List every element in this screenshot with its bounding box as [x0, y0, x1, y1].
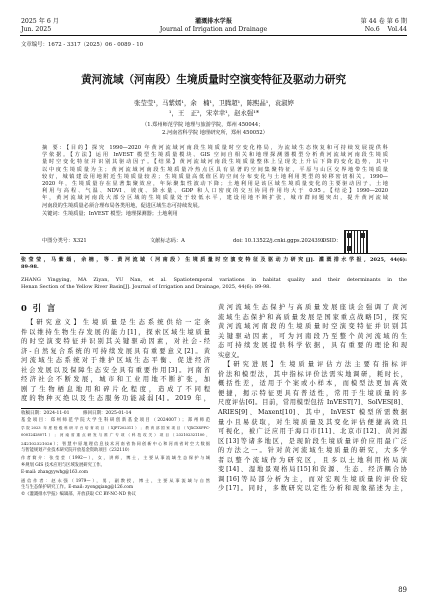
body-line: 剧了生物栖息地用和碎片化程度，造成了不同程: [21, 385, 210, 393]
body-line: 尺度评估[6]。目前，常用模型包括 InVEST[7]、SolVES[8]、: [218, 399, 407, 407]
citation-en-line: ZHANG Yingying, MA Ziyan, YU Nan, et al. Spatiotemporal variations in habitat quality and their determinants in the: [21, 277, 407, 283]
body-line: 概括性差，适用于个案或小样本，而模型法更加高效: [218, 380, 407, 388]
body-line: 量小且易获取，对生境质量及其变化评估便捷高效且: [218, 418, 407, 426]
osid-label: OSID：: [322, 238, 342, 244]
body-line: 度的物种灭绝以及生态服务功能减弱[4]。2019 年，: [21, 395, 210, 403]
abstract-line: 利用与高程、气温、NDVI、坡度、降水量、GDP 和人口密度的交互协同作用均大于 0.95。【结论】1990—2020: [42, 188, 388, 195]
footnote-line: 作者简介：张莹莹（1992—），女，讲师，博士，主要从事流域生态保护与城: [21, 455, 210, 461]
body-line: 社会发展以及保障生态安全具有重要作用[3]。河南省: [21, 366, 210, 374]
footnote-line: 00012428071）；河南省重点研发与推广专项（科技攻关）项目（232102321100，: [21, 433, 210, 438]
body-line: 黄河流域河南段的生境质量时空演变特征并识别其: [218, 323, 407, 331]
abstract-line: 较好，城镇建设用地附近生境质量较差；生境质量高低值区的空间分布变化与土地利用类型的转移密切相关。1990—: [42, 173, 388, 180]
meta-rule: [20, 253, 407, 254]
paper-title: 黄河流域（河南段）生境质量时空演变特征及驱动力研究: [81, 74, 346, 86]
abstract-line: 年，黄河流域河南段大部分区域的生境质量处于较低水平，建设用地不断扩张，城市群间题突出，提升黄河流域: [42, 195, 388, 202]
affiliation-1: （1.郑州师范学院 地理与旅游学院，郑州 450044；: [142, 122, 264, 128]
author-list: 张莹莹¹，马紫嫣¹，余 楠¹，卫腾超¹，陈熙晶¹，袁淑婷¹，王 正²，宋幸幸¹，赵永强¹*: [134, 99, 294, 117]
citation-en: [21, 277, 407, 291]
document-code: 文献标志码：A: [150, 238, 185, 244]
header-volume-en: No.6 Vol.44: [364, 26, 407, 33]
keywords: 关键词：生境质量；InVEST 模型；地理探测器；土地利用: [42, 210, 178, 217]
header-volume-cn: 第 44 卷 第 6 期: [360, 18, 407, 25]
body-line: 的方法之一。针对黄河流域生境质量的研究，大多学: [218, 447, 407, 455]
footnote-line: 乡规划 GIS 技术应用与区域发展研究工作。: [21, 462, 105, 468]
header-journal-en: Journal of Irrigation and Drainage: [159, 26, 268, 33]
body-line: 价法和模型法，其中指标评价法需实地调研，耗时长，: [218, 370, 407, 378]
abstract-line: 量时空变化特征并识别其驱动因子。【结果】黄河流域河南段生境质量整体上呈现先上升后下降的变化趋势，其中: [42, 159, 388, 166]
abstract-line: 学依据。【方法】运用 InVEST 模型生境质量模块、GIS 空间自相关和地理探测器模型分析黄河流域河南段生境质: [42, 152, 388, 159]
footnote-line: 学院2023 年度校级科研平台培育项目（XJPT202311）；教育部国家项目（YJXCXSPFC-: [21, 425, 210, 430]
page-number: 89: [398, 586, 407, 594]
body-line: 可视化，被广泛应用于海口市[11]、北京市[12]、黄河源: [218, 428, 407, 436]
footnote-line: 收稿日期：2024-11-01 修回日期：2025-01-14: [21, 411, 132, 416]
citation-cn: [21, 257, 407, 271]
footnote-line: 242102321026）；智慧中原地理信息技术河南省协同创新中心和河南省时空大数据: [21, 440, 210, 446]
section-heading: 0 引 言: [21, 303, 56, 313]
abstract-line: 河南段的生境质量必须合理布局各类用地，促进区域生态可持续发展。: [42, 202, 203, 209]
body-line: 流域生态保护和高质量发展是国家重点战略[5]，探究: [218, 313, 407, 321]
citation-cn-line: 张莹莹，马紫嫣，余楠，等. 黄河流域（河南段）生境质量时空演变特征及驱动力研究[J]. 灌溉排水学报, 2025, 44(6):: [21, 257, 407, 263]
footnote-line: 基金项目：郑州师范学院大学生科研创新基金项目（2024007）；郑州师范: [21, 418, 210, 424]
body-line: 经济社会不断发展，城市和工业用地不断扩张，加: [21, 376, 210, 384]
abstract: [42, 145, 388, 218]
body-line: 者以整个流域作为研究区，且多以土地利用格局演: [218, 456, 407, 464]
body-line: 【研究意义】生境质量是生态系统供给一定条: [27, 319, 210, 326]
body-line: 黄河流域生态保护与高质量发展座谈会强调了黄河: [218, 304, 407, 311]
article-number: 文章编号：1672 - 3317（2025）06 - 0089 - 10: [21, 42, 144, 48]
body-line: 件以维持生物生存发展的能力[1]，探索区域生境质量: [21, 328, 210, 336]
footnote-line: ©《灌溉排水学报》编辑部，开放获取 CC BY-NC-ND 协议: [21, 492, 136, 498]
footnote-line: E-mail: zhangyywhg@163.com: [21, 470, 88, 476]
abstract-line: 2020 年，生境质量存在显著集聚效应，年际聚集性波动下降；土地利用是该区域生境质量变化的主要驱动因子，土地: [42, 181, 388, 188]
abstract-line: 摘 要：【目的】探究 1990—2020 年黄河流域河南段生境质量时空变化格局，为流域生态恢复和可持续发展提供科: [42, 145, 388, 151]
footnote-line: 生与生态保护研究工作。E-mail: zyongqiang@126.com: [21, 485, 134, 491]
body-line: 少[17]。同时，多数研究以定性分析和现象描述为主，: [218, 485, 407, 493]
citation-en-line: Henan Section of the Yellow River Basin[J]. Journal of Irrigation and Drainage, 2025, 44(6): 89-98.: [21, 284, 271, 291]
body-line: 变[14]、湿地景观格局[15]和资源、生态、经济耦合协: [218, 466, 407, 474]
body-line: 实意义。: [218, 351, 244, 359]
body-line: 关键驱动因素，可为河南段乃至整个黄河流域的生: [218, 332, 407, 340]
body-line: 区[13]等诸多地区，是现阶段生境质量评价应用最广泛: [218, 437, 407, 445]
citation-cn-line: 89-98.: [21, 264, 39, 271]
footnote-line: 与智能规划产业技术研究院开放基金资助项目（232110）: [21, 448, 132, 454]
header-date-cn: 2025 年 6 月: [21, 18, 59, 25]
doi: doi: 10.13522/j.cnki.ggps.2024393: [233, 238, 325, 244]
body-line: 济-自然复合系统的可持续发展具有重要意义[2]。黄: [21, 347, 210, 355]
footnotes: [21, 410, 210, 499]
left-column-text: [21, 318, 210, 404]
affiliation-2: 2.河南省科学院 地理研究所，郑州 450052）: [162, 130, 268, 136]
body-line: 调[16]等局部分析为主，而对宏观生境质量的评价较: [218, 475, 407, 483]
right-column-text: [218, 303, 407, 494]
footnote-line: 通信作者：赵永强（1979—），男，副教授，博士，主要从事流域与自然: [21, 477, 210, 483]
header-date-en: Jun. 2025: [21, 26, 52, 33]
body-line: 【研究进展】生境质量评估方法主要有指标评: [224, 361, 407, 369]
osid-qr-code: [344, 230, 368, 254]
body-line: ARIES[9]、Maxent[10]、其中，InVEST 模型所需数据: [218, 409, 407, 417]
footnote-rule: [21, 408, 210, 409]
body-line: 态可持续发展提供科学依据，具有重要的理论和现: [218, 342, 407, 350]
body-line: 便捷，揭示特征更具有普适性，常用于生境质量的多: [218, 389, 407, 397]
header-journal-cn: 灌溉排水学报: [194, 18, 233, 25]
body-line: 河流域生态系统对于维护区域生态平衡、促进经济: [21, 357, 210, 365]
header-rule: [20, 35, 407, 36]
clc-number: 中图分类号：X321: [42, 238, 87, 244]
body-line: 的时空演变特征并识别其关键驱动因素，对社会-经: [21, 338, 210, 346]
abstract-line: 以中度生境质量为主；黄河流域河南段生境质量冷热点区具有显著的空间集聚特征，平原与山区交界地带生境质量: [42, 166, 388, 173]
